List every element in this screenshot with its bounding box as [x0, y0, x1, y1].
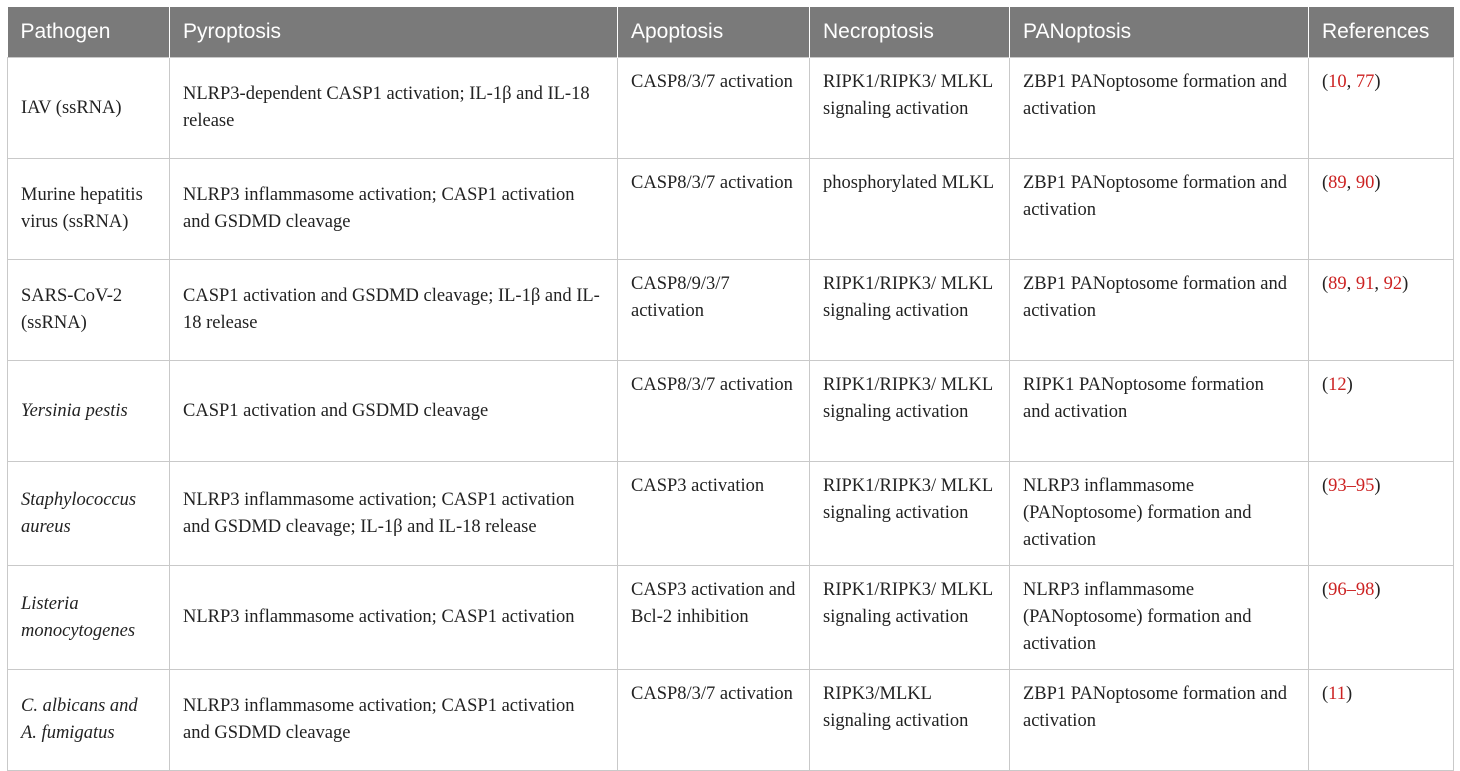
apoptosis-cell: CASP8/3/7 activation: [618, 670, 810, 771]
panoptosis-cell: NLRP3 inflammasome (PANoptosome) formation and activation: [1010, 566, 1309, 670]
necroptosis-cell: RIPK1/RIPK3/ MLKL signaling activation: [810, 260, 1010, 361]
pathogen-cell: Listeria monocytogenes: [8, 566, 170, 670]
panoptosis-cell: ZBP1 PANoptosome formation and activation: [1010, 159, 1309, 260]
references-cell: (96–98): [1309, 566, 1454, 670]
panoptosis-cell: ZBP1 PANoptosome formation and activation: [1010, 58, 1309, 159]
references-cell: (10, 77): [1309, 58, 1454, 159]
pathogen-cell: Staphylococcus aureus: [8, 462, 170, 566]
panoptosis-cell: NLRP3 inflammasome (PANoptosome) formation and activation: [1010, 462, 1309, 566]
reference-link[interactable]: 92: [1383, 274, 1403, 294]
reference-separator: ,: [1346, 72, 1356, 92]
pathogen-pcd-table-container: [7, 7, 1453, 771]
necroptosis-cell: RIPK1/RIPK3/ MLKL signaling activation: [810, 462, 1010, 566]
panoptosis-cell: ZBP1 PANoptosome formation and activation: [1010, 670, 1309, 771]
table-row: [8, 361, 1454, 462]
references-cell: (89, 91, 92): [1309, 260, 1454, 361]
reference-separator: ,: [1346, 173, 1356, 193]
pyroptosis-cell: CASP1 activation and GSDMD cleavage: [170, 361, 618, 462]
header-panoptosis: PANoptosis: [1010, 7, 1309, 58]
necroptosis-cell: RIPK1/RIPK3/ MLKL signaling activation: [810, 566, 1010, 670]
references-cell: (89, 90): [1309, 159, 1454, 260]
apoptosis-cell: CASP3 activation and Bcl-2 inhibition: [618, 566, 810, 670]
table-row: [8, 260, 1454, 361]
reference-separator: ,: [1374, 274, 1384, 294]
reference-separator: –: [1346, 580, 1356, 600]
header-apoptosis: Apoptosis: [618, 7, 810, 58]
pathogen-cell: Murine hepatitis virus (ssRNA): [8, 159, 170, 260]
references-cell: (11): [1309, 670, 1454, 771]
apoptosis-cell: CASP8/3/7 activation: [618, 159, 810, 260]
reference-link[interactable]: 90: [1355, 173, 1375, 193]
necroptosis-cell: RIPK1/RIPK3/ MLKL signaling activation: [810, 58, 1010, 159]
header-references: References: [1309, 7, 1454, 58]
reference-link[interactable]: 77: [1355, 72, 1375, 92]
apoptosis-cell: CASP8/9/3/7 activation: [618, 260, 810, 361]
references-cell: (12): [1309, 361, 1454, 462]
pyroptosis-cell: NLRP3 inflammasome activation; CASP1 activation and GSDMD cleavage; IL-1β and IL-18 release: [170, 462, 618, 566]
reference-link[interactable]: 98: [1355, 580, 1375, 600]
necroptosis-cell: RIPK3/MLKL signaling activation: [810, 670, 1010, 771]
pyroptosis-cell: NLRP3 inflammasome activation; CASP1 activation: [170, 566, 618, 670]
reference-link[interactable]: 12: [1328, 375, 1347, 395]
reference-link[interactable]: 91: [1355, 274, 1375, 294]
pyroptosis-cell: NLRP3-dependent CASP1 activation; IL-1β and IL-18 release: [170, 58, 618, 159]
pyroptosis-cell: CASP1 activation and GSDMD cleavage; IL-1β and IL-18 release: [170, 260, 618, 361]
reference-link[interactable]: 10: [1328, 72, 1347, 92]
reference-link[interactable]: 95: [1355, 476, 1375, 496]
header-pathogen: Pathogen: [8, 7, 170, 58]
pathogen-cell: SARS-CoV-2 (ssRNA): [8, 260, 170, 361]
header-necroptosis: Necroptosis: [810, 7, 1010, 58]
pyroptosis-cell: NLRP3 inflammasome activation; CASP1 activation and GSDMD cleavage: [170, 670, 618, 771]
reference-link[interactable]: 96: [1328, 580, 1347, 600]
table-row: [8, 58, 1454, 159]
table-row: [8, 566, 1454, 670]
pathogen-pcd-table: [7, 7, 1454, 771]
reference-separator: ,: [1346, 274, 1356, 294]
table-row: [8, 462, 1454, 566]
header-pyroptosis: Pyroptosis: [170, 7, 618, 58]
pathogen-cell: Yersinia pestis: [8, 361, 170, 462]
table-body: [8, 58, 1454, 771]
panoptosis-cell: RIPK1 PANoptosome formation and activation: [1010, 361, 1309, 462]
necroptosis-cell: phosphorylated MLKL: [810, 159, 1010, 260]
references-cell: (93–95): [1309, 462, 1454, 566]
pathogen-cell: C. albicans and A. fumigatus: [8, 670, 170, 771]
apoptosis-cell: CASP8/3/7 activation: [618, 361, 810, 462]
table-row: [8, 670, 1454, 771]
necroptosis-cell: RIPK1/RIPK3/ MLKL signaling activation: [810, 361, 1010, 462]
panoptosis-cell: ZBP1 PANoptosome formation and activation: [1010, 260, 1309, 361]
apoptosis-cell: CASP3 activation: [618, 462, 810, 566]
pyroptosis-cell: NLRP3 inflammasome activation; CASP1 activation and GSDMD cleavage: [170, 159, 618, 260]
reference-link[interactable]: 89: [1328, 173, 1347, 193]
reference-link[interactable]: 93: [1328, 476, 1347, 496]
apoptosis-cell: CASP8/3/7 activation: [618, 58, 810, 159]
reference-link[interactable]: 11: [1328, 684, 1346, 704]
table-row: [8, 159, 1454, 260]
reference-link[interactable]: 89: [1328, 274, 1347, 294]
reference-separator: –: [1346, 476, 1356, 496]
table-header-row: [8, 7, 1454, 58]
pathogen-cell: IAV (ssRNA): [8, 58, 170, 159]
